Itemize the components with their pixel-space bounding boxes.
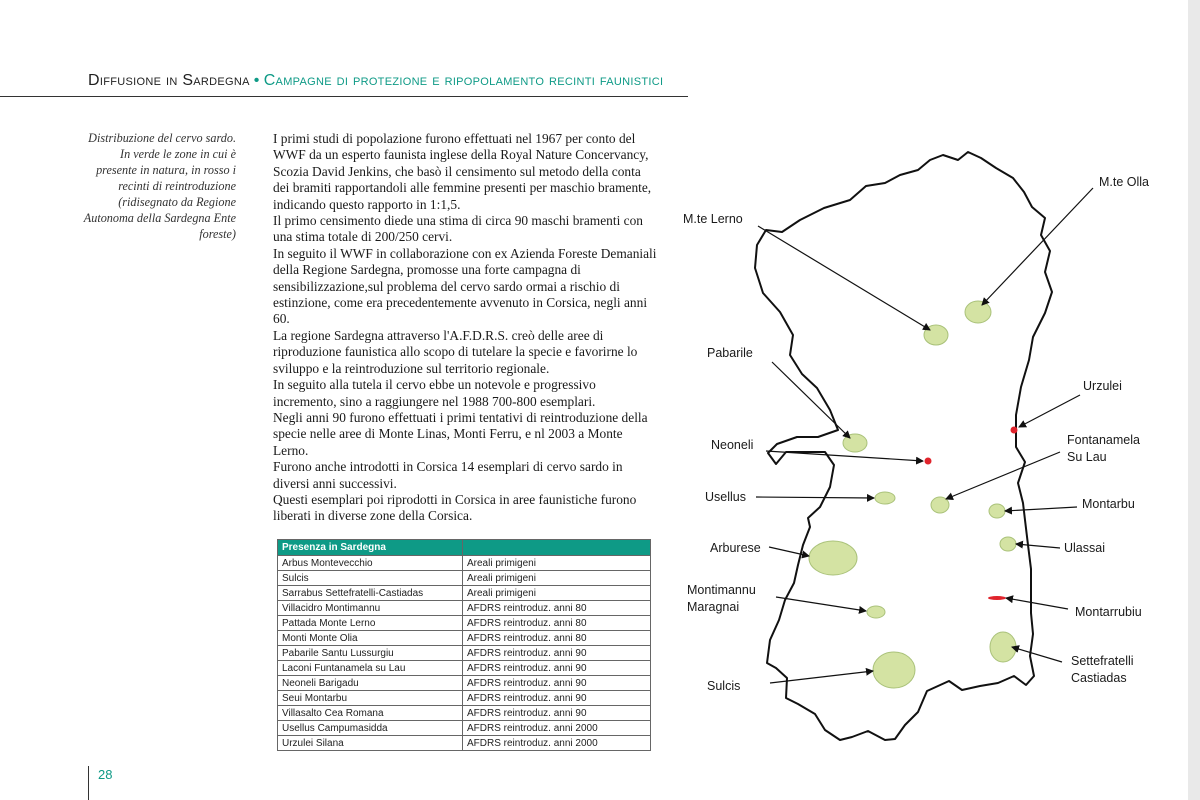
arrow-montarrubiu	[1006, 598, 1068, 609]
arrow-usellus	[756, 497, 874, 498]
area-montimannu	[867, 606, 885, 618]
table-row	[278, 676, 651, 691]
arrow-montimannu	[776, 597, 866, 611]
area-cell: Arbus Montevecchio	[278, 556, 463, 571]
arrow-urzulei	[1019, 395, 1080, 427]
status-cell: AFDRS reintroduz. anni 80	[463, 631, 651, 646]
area-cell: Seui Montarbu	[278, 691, 463, 706]
area-cell: Laconi Funtanamela su Lau	[278, 661, 463, 676]
status-cell: Areali primigeni	[463, 556, 651, 571]
paragraph: Questi esemplari poi riprodotti in Corsica in aree faunistiche furono liberati in diverse zone della Corsica.	[273, 491, 637, 524]
area-cell: Monti Monte Olia	[278, 631, 463, 646]
area-cell: Sulcis	[278, 571, 463, 586]
status-cell: AFDRS reintroduz. anni 90	[463, 646, 651, 661]
label-montarrubiu: Montarrubiu	[1075, 605, 1142, 619]
area-arburese	[809, 541, 857, 575]
status-cell: AFDRS reintroduz. anni 80	[463, 616, 651, 631]
table-header-cell	[463, 540, 651, 556]
sardinia-map	[670, 140, 1170, 780]
label-mte-lerno: M.te Lerno	[683, 212, 743, 226]
page-edge	[1188, 0, 1200, 800]
table-row	[278, 556, 651, 571]
enclosure-neoneli	[925, 458, 932, 465]
area-cell: Usellus Campumasidda	[278, 721, 463, 736]
figure-caption: Distribuzione del cervo sardo. In verde le zone in cui è presente in natura, in rosso i recinti di reintroduzione (ridisegnato da Regione Autonoma della Sardegna Ente foreste)	[83, 131, 236, 241]
body-text	[273, 131, 658, 525]
table-row	[278, 736, 651, 751]
label-usellus: Usellus	[705, 490, 746, 504]
arrow-mte-lerno	[758, 226, 930, 330]
status-cell: AFDRS reintroduz. anni 2000	[463, 736, 651, 751]
status-cell: AFDRS reintroduz. anni 80	[463, 601, 651, 616]
arrow-settefratelli	[1012, 647, 1062, 662]
subsection-title: Campagne di protezione e ripopolamento recinti faunistici	[263, 72, 664, 89]
table-row	[278, 571, 651, 586]
label-pabarile: Pabarile	[707, 346, 753, 360]
paragraph: In seguito il WWF in collaborazione con ex Azienda Foreste Demaniali della Regione Sardegna, promosse una forte campagna di sensibilizzazione,sul problema del cervo sardo ormai a rischio di estinzione, come era precedentemente avvenuto in Corsica, negli anni 60.	[273, 245, 657, 327]
label-mte-olla: M.te Olla	[1099, 175, 1150, 189]
label-montimannu-1: Montimannu	[687, 583, 756, 597]
table-row	[278, 661, 651, 676]
area-cell: Pattada Monte Lerno	[278, 616, 463, 631]
status-cell: AFDRS reintroduz. anni 90	[463, 706, 651, 721]
area-pabarile	[843, 434, 867, 452]
status-cell: Areali primigeni	[463, 586, 651, 601]
arrow-mte-olla	[982, 188, 1093, 305]
table-row	[278, 721, 651, 736]
table-row	[278, 706, 651, 721]
status-cell: AFDRS reintroduz. anni 90	[463, 676, 651, 691]
area-montarbu	[989, 504, 1005, 518]
footer-rule	[88, 766, 89, 800]
status-cell: AFDRS reintroduz. anni 90	[463, 691, 651, 706]
table-row	[278, 586, 651, 601]
label-fontanamela-2: Su Lau	[1067, 450, 1107, 464]
arrow-ulassai	[1016, 544, 1060, 548]
table-header-row	[278, 540, 651, 556]
arrow-montarbu	[1005, 507, 1077, 511]
area-cell: Neoneli Barigadu	[278, 676, 463, 691]
label-urzulei: Urzulei	[1083, 379, 1122, 393]
area-usellus	[875, 492, 895, 504]
area-cell: Sarrabus Settefratelli-Castiadas	[278, 586, 463, 601]
arrow-pabarile	[772, 362, 850, 438]
enclosure-montarrubiu	[988, 596, 1006, 600]
table-row	[278, 601, 651, 616]
status-cell: AFDRS reintroduz. anni 2000	[463, 721, 651, 736]
paragraph: Negli anni 90 furono effettuati i primi tentativi di reintroduzione della specie nelle aree di Monte Linas, Monti Ferru, e nl 2003 a Monte Lerno.	[273, 409, 648, 458]
area-sulcis	[873, 652, 915, 688]
status-cell: AFDRS reintroduz. anni 90	[463, 661, 651, 676]
enclosure-urzulei	[1011, 427, 1018, 434]
paragraph: Il primo censimento diede una stima di circa 90 maschi bramenti con una stima totale di 200/250 cervi.	[273, 213, 643, 245]
area-cell: Urzulei Silana	[278, 736, 463, 751]
label-fontanamela-1: Fontanamela	[1067, 433, 1140, 447]
header-rule	[0, 96, 688, 97]
arrow-fontanamela	[946, 452, 1060, 499]
label-ulassai: Ulassai	[1064, 541, 1105, 555]
area-cell: Villacidro Montimannu	[278, 601, 463, 616]
arrow-neoneli	[766, 451, 923, 461]
area-ulassai	[1000, 537, 1016, 551]
paragraph: Furono anche introdotti in Corsica 14 esemplari di cervo sardo in diversi anni successivi.	[273, 459, 623, 491]
section-title: Diffusione in Sardegna	[88, 72, 250, 89]
paragraph: I primi studi di popolazione furono effettuati nel 1967 per conto del WWF da un esperto faunista inglese della Royal Nature Concervancy, Scozia David Jenkins, che basò il censimento sul metodo della conta dei bramiti rapportandoli alle femmine presenti per maschio bramente, indicando questo rapporto in 1:1,5.	[273, 131, 652, 212]
status-cell: Areali primigeni	[463, 571, 651, 586]
page-number: 28	[98, 767, 113, 782]
paragraph: In seguito alla tutela il cervo ebbe un notevole e progressivo incremento, sino a raggiungere nel 1988 700-800 esemplari.	[273, 377, 596, 409]
label-montarbu: Montarbu	[1082, 497, 1135, 511]
presence-table	[277, 539, 651, 751]
area-cell: Villasalto Cea Romana	[278, 706, 463, 721]
label-neoneli: Neoneli	[711, 438, 754, 452]
header-separator: •	[253, 72, 260, 89]
label-settefratelli-2: Castiadas	[1071, 671, 1127, 685]
label-arburese: Arburese	[710, 541, 761, 555]
label-sulcis: Sulcis	[707, 679, 741, 693]
running-header	[88, 72, 663, 90]
table-header-cell: Presenza in Sardegna	[278, 540, 463, 556]
area-monte-olla	[965, 301, 991, 323]
table-row	[278, 646, 651, 661]
paragraph: La regione Sardegna attraverso l'A.F.D.R.S. creò delle aree di riproduzione faunistica allo scopo di tutelare la specie e favorirne lo sviluppo e la reintroduzione sul territorio regionale.	[273, 327, 638, 376]
label-settefratelli-1: Settefratelli	[1071, 654, 1134, 668]
table-row	[278, 616, 651, 631]
table-row	[278, 631, 651, 646]
table-row	[278, 691, 651, 706]
label-montimannu-2: Maragnai	[687, 600, 740, 614]
area-cell: Pabarile Santu Lussurgiu	[278, 646, 463, 661]
